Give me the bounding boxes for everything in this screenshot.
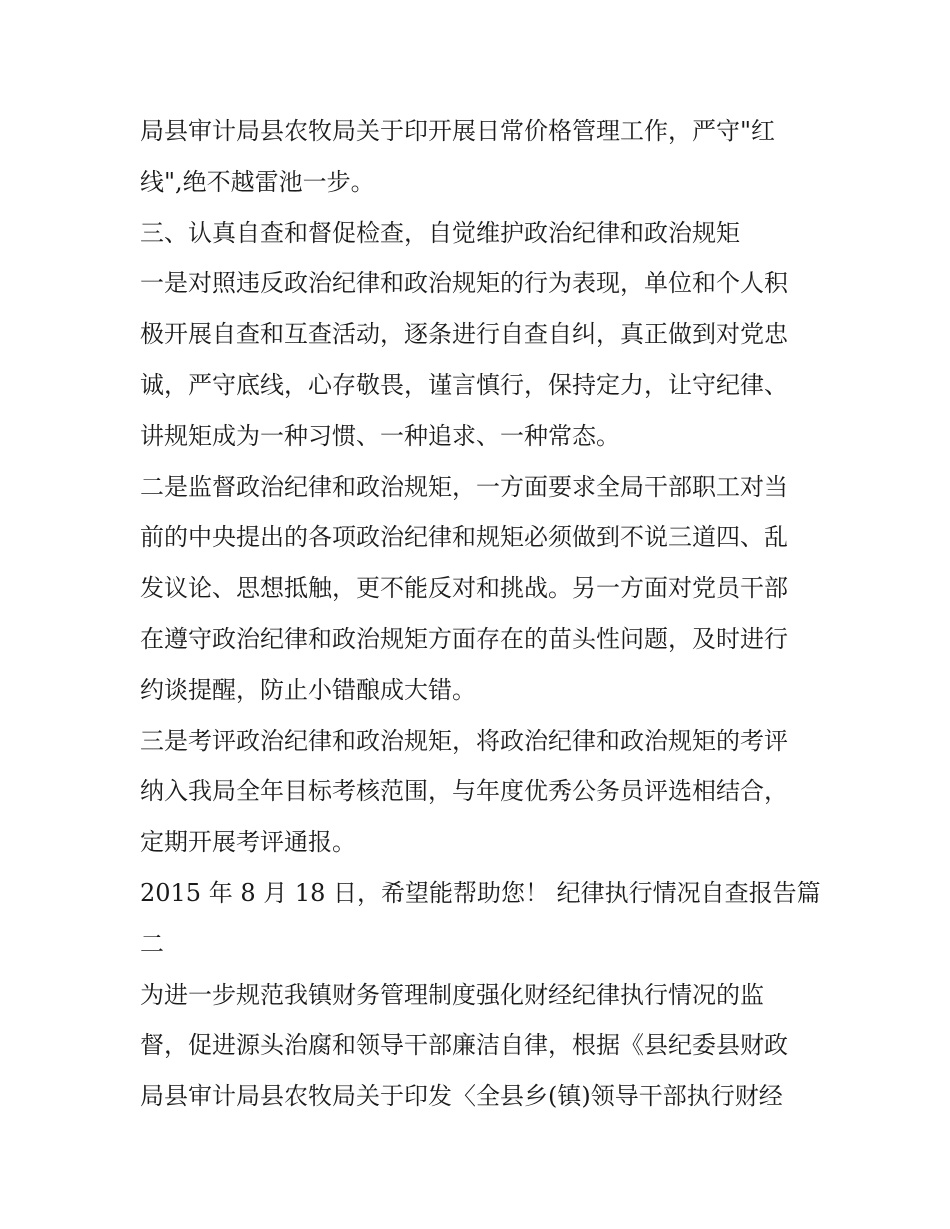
text-line: 定期开展考评通报。 bbox=[140, 828, 356, 857]
text-line: 诚，严守底线，心存敬畏，谨言慎行，保持定力，让守纪律、 bbox=[140, 370, 788, 399]
text-line: 在遵守政治纪律和政治规矩方面存在的苗头性问题，及时进行 bbox=[140, 624, 788, 653]
text-line: 极开展自查和互查活动，逐条进行自查自纠，真正做到对党忠 bbox=[140, 320, 788, 349]
text-line: 三是考评政治纪律和政治规矩，将政治纪律和政治规矩的考评 bbox=[140, 726, 788, 755]
text-line: 二是监督政治纪律和政治规矩，一方面要求全局干部职工对当 bbox=[140, 472, 788, 501]
text-line: 二 bbox=[140, 929, 164, 958]
document-body bbox=[140, 106, 820, 1122]
text-line: 发议论、思想抵触，更不能反对和挑战。另一方面对党员干部 bbox=[140, 574, 788, 603]
text-line: 为进一步规范我镇财务管理制度强化财经纪律执行情况的监 bbox=[140, 980, 764, 1009]
text-line: 讲规矩成为一种习惯、一种追求、一种常态。 bbox=[140, 421, 620, 450]
text-line: 线",绝不越雷池一步。 bbox=[140, 167, 375, 196]
section-heading: 三、认真自查和督促检查，自觉维护政治纪律和政治规矩 bbox=[140, 218, 740, 247]
text-line: 纳入我局全年目标考核范围，与年度优秀公务员评选相结合， bbox=[140, 777, 788, 806]
text-line: 局县审计局县农牧局关于印开展日常价格管理工作，严守"红 bbox=[140, 117, 776, 145]
text-line: 2015 年 8 月 18 日，希望能帮助您！ 纪律执行情况自查报告篇 bbox=[140, 878, 821, 907]
text-line: 前的中央提出的各项政治纪律和规矩必须做到不说三道四、乱 bbox=[140, 523, 788, 552]
text-line: 局县审计局县农牧局关于印发〈全县乡(镇)领导干部执行财经 bbox=[140, 1082, 783, 1111]
text-line: 约谈提醒，防止小错酿成大错。 bbox=[140, 675, 476, 704]
text-line: 督，促进源头治腐和领导干部廉洁自律，根据《县纪委县财政 bbox=[140, 1031, 788, 1060]
text-line: 一是对照违反政治纪律和政治规矩的行为表现，单位和个人积 bbox=[140, 269, 788, 298]
